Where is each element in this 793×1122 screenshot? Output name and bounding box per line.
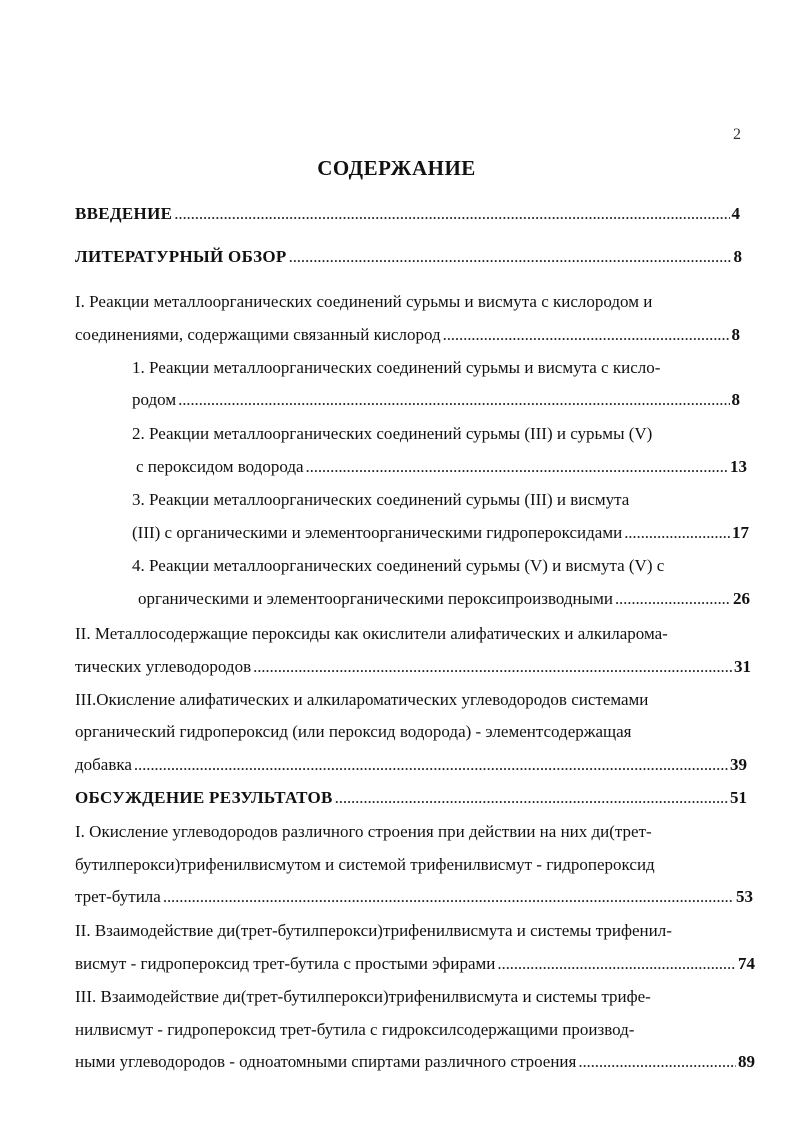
leader-dots bbox=[253, 655, 732, 679]
toc-page-number: 89 bbox=[738, 1052, 755, 1071]
toc-entry-section-3-line1: III.Окисление алифатических и алкилароматических углеводородов системами bbox=[75, 690, 649, 709]
toc-entry-results[interactable] bbox=[75, 786, 747, 810]
toc-entry-sub-3-line1: 3. Реакции металлоорганических соединений сурьмы (III) и висмута bbox=[132, 490, 630, 509]
toc-entry-text: ЛИТЕРАТУРНЫЙ ОБЗОР bbox=[75, 247, 287, 266]
toc-page-number: 13 bbox=[730, 457, 747, 476]
page-number: 2 bbox=[733, 126, 741, 143]
leader-dots bbox=[615, 587, 731, 611]
leader-dots bbox=[578, 1050, 736, 1074]
toc-entry-sub-3[interactable] bbox=[132, 521, 749, 545]
toc-entry-results-3-line2: нилвисмут - гидропероксид трет-бутила с гидроксилсодержащими производ- bbox=[75, 1020, 635, 1039]
toc-entry-text: ОБСУЖДЕНИЕ РЕЗУЛЬТАТОВ bbox=[75, 788, 333, 807]
toc-entry-results-1-line2: бутилперокси)трифенилвисмутом и системой трифенилвисмут - гидропероксид bbox=[75, 855, 655, 874]
toc-entry-section-2[interactable] bbox=[75, 655, 751, 679]
toc-entry-literature-review[interactable] bbox=[75, 245, 742, 269]
toc-entry-text: тических углеводородов bbox=[75, 657, 252, 676]
toc-page-number: 53 bbox=[736, 887, 753, 906]
toc-page-number: 8 bbox=[731, 390, 740, 409]
toc-entry-text: ВВЕДЕНИЕ bbox=[75, 204, 173, 223]
toc-entry-text: соединениями, содержащими связанный кислород bbox=[75, 325, 441, 344]
toc-page-number: 51 bbox=[730, 788, 747, 807]
toc-page-number: 4 bbox=[731, 204, 740, 223]
toc-entry-results-1[interactable] bbox=[75, 885, 753, 909]
toc-entry-sub-4-line1: 4. Реакции металлоорганических соединений сурьмы (V) и висмута (V) с bbox=[132, 556, 665, 575]
toc-page-number: 39 bbox=[730, 755, 747, 774]
toc-entry-text: (III) с органическими и элементоорганическими гидропероксидами bbox=[132, 523, 623, 542]
page-title: СОДЕРЖАНИЕ bbox=[317, 156, 476, 180]
toc-page-number: 26 bbox=[733, 589, 750, 608]
leader-dots bbox=[178, 388, 729, 412]
toc-entry-text: родом bbox=[132, 390, 177, 409]
leader-dots bbox=[289, 245, 732, 269]
toc-entry-sub-4[interactable] bbox=[138, 587, 750, 611]
toc-page-number: 8 bbox=[733, 247, 742, 266]
toc-entry-text: ными углеводородов - одноатомными спиртами различного строения bbox=[75, 1052, 577, 1071]
leader-dots bbox=[134, 753, 728, 777]
toc-entry-text: висмут - гидропероксид трет-бутила с простыми эфирами bbox=[75, 954, 496, 973]
toc-entry-sub-2[interactable] bbox=[136, 455, 747, 479]
toc-entry-section-3-line2: органический гидропероксид (или пероксид водорода) - элементсодержащая bbox=[75, 722, 632, 741]
toc-entry-section-1-line1: I. Реакции металлоорганических соединений сурьмы и висмута с кислородом и bbox=[75, 292, 653, 311]
toc-entry-text: добавка bbox=[75, 755, 132, 774]
toc-entry-sub-2-line1: 2. Реакции металлоорганических соединений сурьмы (III) и сурьмы (V) bbox=[132, 424, 653, 443]
toc-entry-section-1[interactable] bbox=[75, 323, 740, 347]
toc-entry-results-3-line1: III. Взаимодействие ди(трет-бутилперокси)трифенилвисмута и системы трифе- bbox=[75, 987, 651, 1006]
toc-page-number: 8 bbox=[731, 325, 740, 344]
toc-entry-sub-1-line1: 1. Реакции металлоорганических соединений сурьмы и висмута с кисло- bbox=[132, 358, 661, 377]
toc-entry-results-1-line1: I. Окисление углеводородов различного строения при действии на них ди(трет- bbox=[75, 822, 652, 841]
leader-dots bbox=[497, 952, 736, 976]
toc-entry-text: органическими и элементоорганическими пероксипроизводными bbox=[138, 589, 613, 608]
toc-entry-section-3[interactable] bbox=[75, 753, 747, 777]
toc-page-number: 74 bbox=[738, 954, 755, 973]
toc-entry-text: трет-бутила bbox=[75, 887, 161, 906]
toc-entry-section-2-line1: II. Металлосодержащие пероксиды как окислители алифатических и алкиларома- bbox=[75, 624, 668, 643]
toc-page-number: 31 bbox=[734, 657, 751, 676]
leader-dots bbox=[443, 323, 730, 347]
toc-entry-text: с пероксидом водорода bbox=[136, 457, 304, 476]
leader-dots bbox=[163, 885, 734, 909]
leader-dots bbox=[335, 786, 728, 810]
leader-dots bbox=[174, 202, 729, 226]
leader-dots bbox=[306, 455, 728, 479]
toc-entry-results-3[interactable] bbox=[75, 1050, 755, 1074]
leader-dots bbox=[624, 521, 730, 545]
toc-entry-results-2-line1: II. Взаимодействие ди(трет-бутилперокси)трифенилвисмута и системы трифенил- bbox=[75, 921, 672, 940]
toc-page-number: 17 bbox=[732, 523, 749, 542]
toc-entry-sub-1[interactable] bbox=[132, 388, 740, 412]
toc-entry-results-2[interactable] bbox=[75, 952, 755, 976]
toc-entry-introduction[interactable] bbox=[75, 202, 740, 226]
